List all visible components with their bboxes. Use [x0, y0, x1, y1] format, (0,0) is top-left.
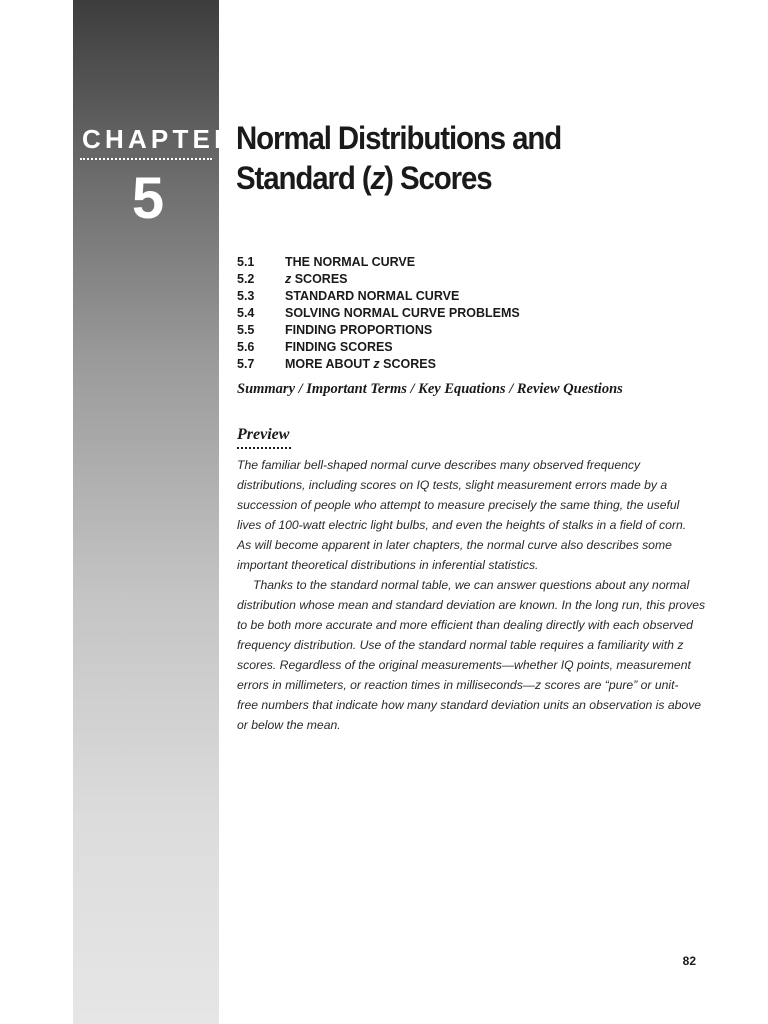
section-title: FINDING SCORES: [285, 340, 393, 354]
text-line: free numbers that indicate how many standard deviation units an observation is above: [237, 698, 702, 712]
section-list: [237, 254, 697, 373]
section-title: THE NORMAL CURVE: [285, 255, 416, 269]
end-matter-list: Summary / Important Terms / Key Equations / Review Questions: [237, 381, 623, 397]
chapter-title: [236, 118, 678, 198]
section-number: 5.6: [237, 340, 255, 354]
section-title: [285, 271, 348, 288]
section-number: 5.2: [237, 272, 255, 286]
text-line: important theoretical distributions in inferential statistics.: [237, 558, 539, 572]
preview-dotted-rule: [237, 447, 291, 449]
section-item: [237, 271, 697, 288]
section-item: [237, 305, 697, 322]
text-line: The familiar bell-shaped normal curve describes many observed frequency: [237, 458, 641, 472]
section-title-variable: z: [285, 272, 292, 286]
section-number: 5.1: [237, 255, 255, 269]
preview-paragraph-1: [237, 455, 697, 575]
title-prefix: Standard (: [236, 160, 371, 196]
section-title-suffix: SCORES: [379, 357, 436, 371]
text-line: distributions, including scores on IQ tests, slight measurement errors made by a: [237, 478, 668, 492]
text-line: frequency distribution. Use of the standard normal table requires a familiarity with z: [237, 638, 684, 652]
text-line: succession of people who attempt to measure precisely the same thing, the useful: [237, 498, 680, 512]
section-item: [237, 288, 697, 305]
preview-paragraph-2: [237, 575, 706, 735]
section-title-text: SCORES: [291, 272, 348, 286]
section-number: 5.3: [237, 289, 255, 303]
section-title-text: MORE ABOUT: [285, 357, 374, 371]
section-item: [237, 322, 697, 339]
text-line: lives of 100-watt electric light bulbs, and even the heights of stalks in a field of corn.: [237, 518, 687, 532]
text-line: errors in millimeters, or reaction times in milliseconds—z scores are “pure” or unit-: [237, 678, 679, 692]
section-item: [237, 254, 697, 271]
chapter-number: 5: [131, 166, 165, 231]
chapter-title-line-1: Normal Distributions and: [236, 120, 562, 156]
title-suffix: ) Scores: [384, 160, 492, 196]
preview-heading: Preview: [237, 426, 290, 443]
section-item: [237, 339, 697, 356]
preview-body: [237, 455, 706, 735]
section-title-variable: z: [373, 357, 380, 371]
text-line: As will become apparent in later chapters, the normal curve also describes some: [237, 538, 672, 552]
text-line: Thanks to the standard normal table, we can answer questions about any normal: [253, 578, 690, 592]
title-variable: z: [370, 160, 385, 196]
text-line: to be both more accurate and more efficient than dealing directly with each observed: [237, 618, 693, 632]
section-title: FINDING PROPORTIONS: [285, 323, 433, 337]
section-number: 5.5: [237, 323, 255, 337]
section-number: 5.7: [237, 357, 255, 371]
chapter-label: CHAPTER: [82, 124, 238, 154]
text-line: distribution whose mean and standard deviation are known. In the long run, this proves: [237, 598, 706, 612]
text-line: scores. Regardless of the original measurements—whether IQ points, measurement: [237, 658, 691, 672]
text-line: or below the mean.: [237, 718, 341, 732]
section-title: SOLVING NORMAL CURVE PROBLEMS: [285, 306, 520, 320]
section-number: 5.4: [237, 306, 255, 320]
page-number: 82: [682, 954, 696, 968]
section-item: [237, 356, 697, 373]
section-title: STANDARD NORMAL CURVE: [285, 289, 460, 303]
section-title: [285, 356, 436, 373]
chapter-dotted-rule: [80, 158, 212, 160]
chapter-title-line-2: [236, 158, 678, 198]
